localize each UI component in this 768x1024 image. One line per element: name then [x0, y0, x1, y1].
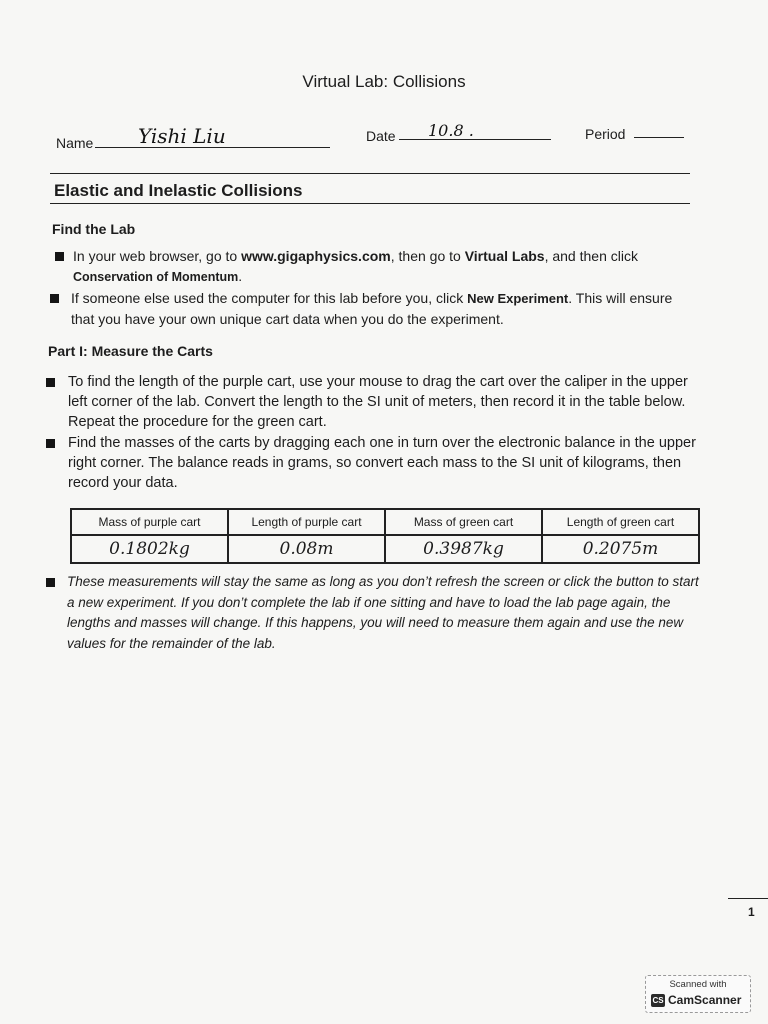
stamp-caption: Scanned with [669, 979, 727, 990]
name-label: Name [56, 135, 94, 151]
length-green-cell[interactable]: 0.2075m [542, 535, 699, 563]
part1-text-2: Find the masses of the carts by dragging each one in turn over the electronic balance in the upper right corner. The balance reads in grams, so convert each mass to the SI unit of kilograms, then record your data. [68, 435, 696, 491]
page-title: Virtual Lab: Collisions [302, 72, 466, 91]
bullet-marker [55, 252, 64, 261]
section-rule-bottom [50, 203, 690, 204]
date-label: Date [366, 128, 396, 144]
find-lab-text-1: In your web browser, go to www.gigaphysics.com, then go to Virtual Labs, and then click Conservation of Momentum. [73, 248, 638, 284]
table-row [71, 535, 699, 563]
date-underline [399, 139, 551, 140]
page-number: 1 [748, 905, 755, 919]
length-purple-cell[interactable]: 0.08m [228, 535, 385, 563]
bullet-marker [46, 378, 55, 387]
camscanner-logo-icon: CS [652, 996, 664, 1005]
page-number-rule [728, 898, 768, 899]
header-mass-purple: Mass of purple cart [71, 509, 228, 535]
date-value: 10.8 . [428, 121, 474, 140]
table-header-row [71, 509, 699, 535]
part1-text-1: To find the length of the purple cart, use your mouse to drag the cart over the caliper in the upper left corner of the lab. Convert the length to the SI unit of meters, then record it in the table below. Repeat the procedure for the green cart. [68, 374, 688, 430]
header-mass-green: Mass of green cart [385, 509, 542, 535]
section-title: Elastic and Inelastic Collisions [54, 181, 303, 200]
bullet-marker [50, 294, 59, 303]
part1-note-text: These measurements will stay the same as long as you don’t refresh the screen or click the button to start a new experiment. If you don’t complete the lab if one sitting and have to load the lab page again, the lengths and masses will change. If this happens, you will need to measure them again and use the new values for the remainder of the lab. [67, 574, 699, 651]
bullet-marker [46, 578, 55, 587]
camscanner-watermark [645, 975, 751, 1013]
period-label: Period [585, 126, 626, 142]
name-value: Yishi Liu [138, 124, 226, 148]
stamp-brand: CamScanner [668, 993, 742, 1007]
bullet-marker [46, 439, 55, 448]
mass-green-cell[interactable]: 0.3987kg [385, 535, 542, 563]
find-lab-heading: Find the Lab [52, 221, 136, 237]
cart-data-table [70, 508, 700, 564]
period-underline [634, 137, 684, 138]
mass-purple-cell[interactable]: 0.1802kg [71, 535, 228, 563]
find-lab-text-2: If someone else used the computer for this lab before you, click New Experiment. This will ensure that you have your own unique cart data when you do the experiment. [71, 290, 673, 327]
header-length-green: Length of green cart [542, 509, 699, 535]
part1-heading: Part I: Measure the Carts [48, 343, 213, 359]
header-length-purple: Length of purple cart [228, 509, 385, 535]
section-rule-top [50, 173, 690, 174]
